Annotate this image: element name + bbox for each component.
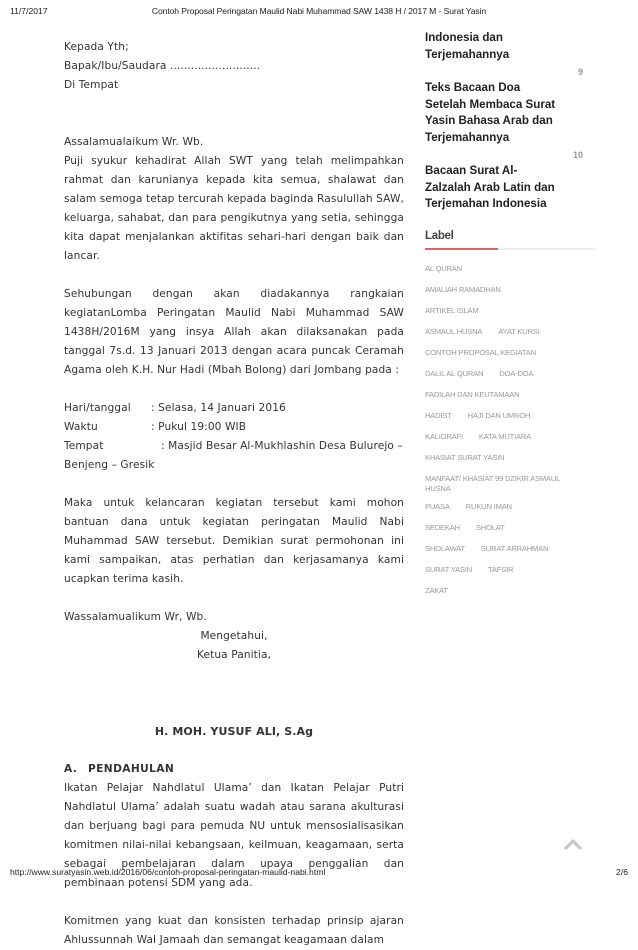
label-link[interactable]: ZAKAT	[425, 585, 448, 595]
label-link[interactable]: SHOLAT	[475, 522, 505, 532]
print-footer	[0, 867, 638, 881]
event-time-label: Waktu	[64, 421, 98, 433]
event-date-value: : Selasa, 14 Januari 2016	[151, 402, 286, 414]
label-widget-title: Label	[425, 229, 454, 242]
event-place-value: : Masjid Besar Al-Mukhlashin Desa Bulurejo –	[161, 440, 403, 452]
paragraph: Maka untuk kelancaran kegiatan tersebut kami mohon bantuan dana untuk kegiatan peringatan Maulid Nabi Muhammad SAW tersebut. Demikian surat permohonan ini kami sampaikan, atas perhatian dan kerjasamanya kami ucapkan terima kasih.	[64, 497, 404, 585]
signatory-name: H. MOH. YUSUF ALI, S.Ag	[154, 725, 314, 738]
print-title: Contoh Proposal Peringatan Maulid Nabi Muhammad SAW 1438 H / 2017 M - Surat Yasin	[151, 6, 487, 16]
label-link[interactable]: MANFAAT/ KHASIAT 99 DZIKIR ASMAUL HUSNA	[425, 473, 560, 493]
label-link[interactable]: PUASA	[425, 501, 450, 511]
label-link[interactable]: ARTIKEL ISLAM	[425, 305, 479, 315]
label-row	[425, 348, 595, 369]
label-row	[425, 327, 595, 348]
label-row	[425, 565, 595, 586]
chevron-up-icon[interactable]	[564, 838, 582, 850]
label-row	[425, 264, 595, 285]
greeting: Assalamualaikum Wr. Wb.	[64, 136, 204, 148]
paragraph: Komitmen yang kuat dan konsisten terhadap prinsip ajaran Ahlussunnah Wal Jamaah dan semangat keagamaan dalam	[64, 915, 404, 946]
label-link[interactable]: AL QURAN	[425, 263, 462, 273]
label-link[interactable]: AYAT KURSI	[498, 326, 540, 336]
sidebar	[425, 30, 595, 607]
popular-post-link[interactable]: Indonesia dan Terjemahannya	[425, 31, 510, 61]
event-date-label: Hari/tanggal	[64, 402, 131, 414]
label-link[interactable]: RUKUN IMAN	[465, 501, 512, 511]
label-link[interactable]: SURAT ARRAHMAN	[480, 543, 549, 553]
recipient-line: Di Tempat	[64, 79, 119, 91]
event-place-label: Tempat	[64, 440, 104, 452]
label-row	[425, 502, 595, 523]
label-row	[425, 369, 595, 390]
closing: Wassalamualikum Wr, Wb.	[64, 611, 207, 623]
popular-posts	[425, 30, 595, 213]
paragraph: Puji syukur kehadirat Allah SWT yang telah melimpahkan rahmat dan karunianya kepada kita semua, shalawat dan salam semoga tetap tercurah kepada baginda Rasulullah SAW, keluarga, sahabat, dan para pengikutnya yang setia, sehingga kita dapat menjalankan aktifitas sehari-hari dengan baik dan lancar.	[64, 155, 404, 262]
label-link[interactable]: CONTOH PROPOSAL KEGIATAN	[425, 347, 536, 357]
label-link[interactable]: FADILAH DAN KEUTAMAAN	[425, 389, 520, 399]
popular-post-item[interactable]	[425, 30, 595, 63]
section-number: A.	[64, 763, 78, 775]
post-body	[64, 38, 404, 950]
label-row	[425, 411, 595, 432]
popular-post-item[interactable]	[425, 150, 595, 213]
label-link[interactable]: HADIST	[425, 410, 452, 420]
label-row	[425, 285, 595, 306]
event-place-value-cont: Benjeng – Gresik	[64, 459, 155, 471]
popular-post-link[interactable]: Teks Bacaan Doa Setelah Membaca Surat Yasin Bahasa Arab dan Terjemahannya	[425, 81, 556, 144]
popular-post-link[interactable]: Bacaan Surat Al-Zalzalah Arab Latin dan Terjemahan Indonesia	[425, 164, 555, 210]
label-link[interactable]: HAJI DAN UMROH	[467, 410, 531, 420]
paragraph: Sehubungan dengan akan diadakannya rangkaian kegiatanLomba Peringatan Maulid Nabi Muhammad SAW 1438H/2016M yang insya Allah akan dilaksanakan pada tanggal 7s.d. 13 Januari 2013 dengan acara puncak Ceramah Agama oleh K.H. Nur Hadi (Mbah Bolong) dari Jombang pada :	[64, 288, 404, 376]
label-divider-accent	[425, 248, 498, 250]
event-place-row	[64, 437, 404, 456]
label-row	[425, 390, 595, 411]
label-link[interactable]: AMALIAH RAMADHAN	[425, 284, 501, 294]
label-link[interactable]: KHASIAT SURAT YASIN	[425, 452, 505, 462]
print-page-number: 2/6	[616, 867, 628, 877]
label-row	[425, 544, 595, 565]
section-title: PENDAHULAN	[88, 763, 175, 775]
popular-post-rank: 9	[577, 67, 583, 77]
print-header	[0, 6, 638, 20]
label-link[interactable]: DALIL AL QURAN	[425, 368, 484, 378]
event-time-row	[64, 418, 404, 437]
label-link[interactable]: TAFSIR	[488, 564, 514, 574]
acknowledge: Mengetahui,	[200, 630, 268, 642]
label-divider	[425, 248, 595, 250]
popular-post-rank: 10	[572, 150, 583, 160]
label-link[interactable]: DOA-DOA	[499, 368, 534, 378]
label-link[interactable]: SURAT YASIN	[425, 564, 473, 574]
label-row	[425, 474, 595, 502]
print-date: 11/7/2017	[10, 6, 48, 16]
committee-chair: Ketua Panitia,	[196, 649, 272, 661]
label-row	[425, 523, 595, 544]
label-row	[425, 453, 595, 474]
section-heading	[64, 760, 404, 779]
event-date-row	[64, 399, 404, 418]
label-link[interactable]: ASMAUL HUSNA	[425, 326, 483, 336]
label-row	[425, 586, 595, 607]
popular-post-item[interactable]	[425, 67, 595, 146]
event-time-value: : Pukul 19:00 WIB	[151, 421, 247, 433]
paragraph: Ikatan Pelajar Nahdlatul Ulama’ dan Ikatan Pelajar Putri Nahdlatul Ulama’ adalah suatu wadah atau sarana akulturasi dan berjuang bagi para pemuda NU untuk mensosialisasikan komitmen nilai-nilai kebangsaan, keilmuan, keagamaan, serta sebagai pembelajaran dalam upaya penggalian dan pembinaan potensi SDM yang ada.	[64, 782, 404, 889]
label-link[interactable]: SHOLAWAT	[425, 543, 465, 553]
label-link[interactable]: SEDEKAH	[425, 522, 460, 532]
label-link[interactable]: KALIGRAFI	[425, 431, 463, 441]
print-url: http://www.suratyasin.web.id/2016/06/contoh-proposal-peringatan-maulid-nabi.html	[10, 867, 326, 877]
label-row	[425, 306, 595, 327]
label-link[interactable]: KATA MUTIARA	[478, 431, 532, 441]
label-row	[425, 432, 595, 453]
label-list	[425, 264, 595, 607]
recipient-line: Kepada Yth;	[64, 41, 129, 53]
recipient-line: Bapak/Ibu/Saudara ..........................	[64, 60, 261, 72]
